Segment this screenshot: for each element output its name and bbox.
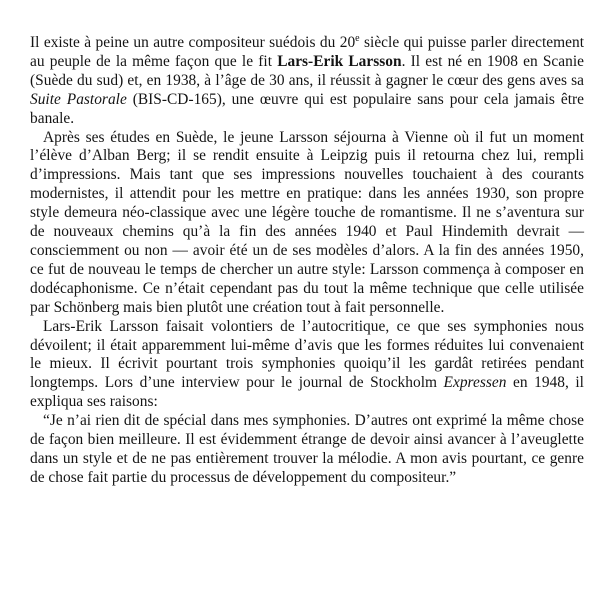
paragraph-self-criticism (30, 318, 584, 413)
paragraph-quote: “Je n’ai rien dit de spécial dans mes symphonies. D’autres ont exprimé la même chose de façon bien meilleure. Il est évidemment étrange de devoir ainsi avancer à l’aveuglette dans un style et de ne pas entièrement trouver la mélodie. A mon avis pourtant, ce genre de chose fait partie du processus de développement du compositeur.” (30, 412, 584, 486)
intro-text-a: Il existe à peine un autre compositeur suédois du 20 (30, 34, 356, 51)
intro-text-b: siècle qui puisse parler directement au peuple de la même façon que le fit (30, 34, 584, 70)
composer-name: Lars-Erik Larsson (277, 52, 402, 70)
paragraph-studies: Après ses études en Suède, le jeune Larsson séjourna à Vienne où il fut un moment l’élève d’Alban Berg; il se rendit ensuite à Leipzig puis il retourna chez lui, rempli d’impressions. Mais tant que ses impressions nouvelles touchaient à des courants modernistes, il attendit pour les mettre en pratique: dans les années 1930, son propre style demeura néo-classique avec une légère touche de romantisme. Il ne s’aventura sur de nouveaux chemins qu’à la fin des années 1940 et Paul Hindemith devrait — consciemment ou non — avoir été un de ses modèles d’alors. A la fin des années 1950, ce fut de nouveau le temps de chercher un autre style: Larsson commença à composer en dodécaphonisme. Ce n’était cependant pas du tout la même technique que celle utilisée par Schönberg mais bien plutôt une création tout à fait personnelle. (30, 128, 584, 316)
paragraph-intro (30, 34, 584, 129)
self-criticism-text-a: Lars-Erik Larsson faisait volontiers de l’autocritique, ce que ses symphonies nous dévoilent; il était apparemment lui-même d’avis que les formes réduites lui convenaient le mieux. Il écrivit pourtant trois symphonies quoiqu’il les gardât retirées pendant longtemps. Lors d’une interview pour le journal de Stockholm (30, 317, 584, 392)
self-criticism-text-b: en 1948, il expliqua ses raisons: (30, 374, 584, 411)
intro-text-c: . Il est né en 1908 en Scanie (Suède du sud) et, en 1938, à l’âge de 30 ans, il réussit à gagner le cœur des gens aves sa (30, 52, 584, 89)
newspaper-name: Expressen (443, 374, 507, 392)
century-superscript: e (355, 33, 360, 44)
work-title: Suite Pastorale (30, 90, 127, 108)
intro-text-d: (BIS-CD-165), une œuvre qui est populaire sans pour cela jamais être banale. (30, 90, 584, 127)
